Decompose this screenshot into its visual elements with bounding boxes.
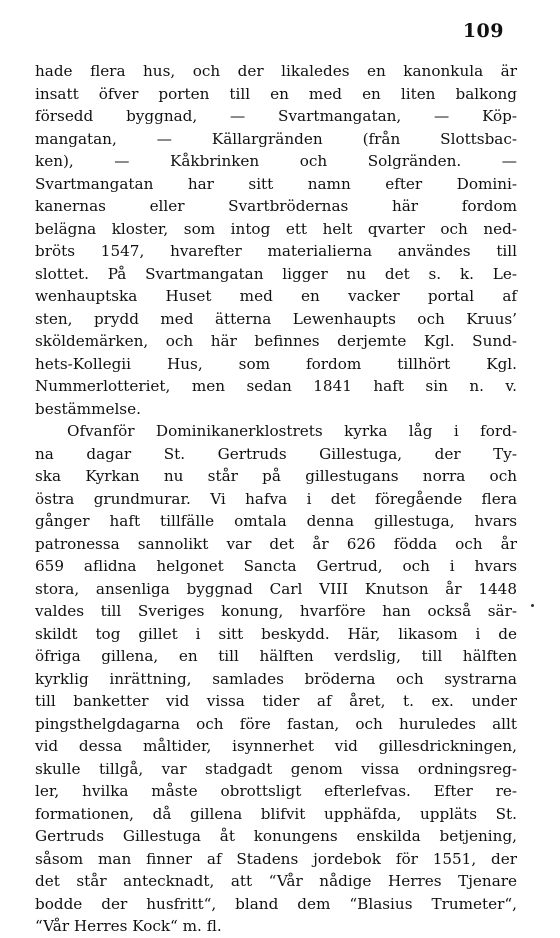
- margin-mark: [531, 604, 534, 607]
- text-line: Ofvanför Dominikanerklostrets kyrka låg i ford-: [67, 422, 517, 440]
- text-line: Gertruds Gillestuga åt konungens enskilda betjening,: [35, 827, 517, 845]
- text-line: formationen, då gillena blifvit upphäfda, uppläts St.: [35, 804, 517, 823]
- text-line: Svartmangatan har sitt namn efter Domini-: [35, 174, 517, 193]
- text-line: slottet. På Svartmangatan ligger nu det s. k. Le-: [35, 264, 517, 283]
- text-line: valdes till Sveriges konung, hvarföre han också sär-: [35, 602, 517, 620]
- text-line: kyrklig inrättning, samlades bröderna och systrarna: [35, 669, 517, 688]
- text-line: wenhauptska Huset med en vacker portal af: [35, 287, 517, 305]
- text-line: ska Kyrkan nu står på gillestugans norra och: [35, 467, 517, 485]
- text-line: “Vår Herres Kock“ m. fl.: [35, 917, 222, 935]
- text-line: hade flera hus, och der likaledes en kanonkula är: [35, 62, 517, 80]
- text-line: gånger haft tillfälle omtala denna gillestuga, hvars: [35, 512, 517, 530]
- text-line: såsom man finner af Stadens jordebok för 1551, der: [35, 849, 517, 868]
- text-line: Nummerlotteriet, men sedan 1841 haft sin n. v.: [35, 377, 517, 395]
- text-line: sköldemärken, och här befinnes derjemte Kgl. Sund-: [35, 332, 517, 350]
- text-line: insatt öfver porten till en med en liten balkong: [35, 84, 517, 103]
- text-line: det står antecknadt, att “Vår nådige Herres Tjenare: [35, 872, 517, 890]
- page-text: [35, 60, 517, 938]
- text-line: mangatan, — Källargränden (från Slottsbac-: [35, 129, 517, 148]
- text-line: bröts 1547, hvarefter materialierna användes till: [35, 242, 517, 260]
- text-line: belägna kloster, som intog ett helt qvarter och ned-: [35, 219, 517, 238]
- text-line: na dagar St. Gertruds Gillestuga, der Ty-: [35, 444, 517, 463]
- text-line: hets-Kollegii Hus, som fordom tillhört Kgl.: [35, 354, 517, 373]
- text-line: sten, prydd med ätterna Lewenhaupts och Kruus’: [35, 309, 517, 328]
- page-number: 109: [462, 20, 504, 42]
- text-line: patronessa sannolikt var det år 626 födda och år: [35, 534, 517, 553]
- text-line: bestämmelse.: [35, 399, 141, 418]
- text-line: 659 aflidna helgonet Sancta Gertrud, och i hvars: [35, 557, 517, 575]
- text-line: vid dessa måltider, isynnerhet vid gillesdrickningen,: [35, 737, 517, 755]
- text-line: ken), — Kåkbrinken och Solgränden. —: [35, 152, 517, 170]
- text-line: försedd byggnad, — Svartmangatan, — Köp-: [35, 107, 517, 125]
- text-line: till banketter vid vissa tider af året, t. ex. under: [35, 692, 517, 710]
- text-line: stora, ansenliga byggnad Carl VIII Knutson år 1448: [35, 579, 517, 598]
- text-line: skulle tillgå, var stadgadt genom vissa ordningsreg-: [35, 759, 517, 778]
- text-line: bodde der husfritt“, bland dem “Blasius Trumeter“,: [35, 894, 517, 913]
- text-line: kanernas eller Svartbrödernas här fordom: [35, 197, 517, 215]
- text-line: skildt tog gillet i sitt beskydd. Här, likasom i de: [35, 624, 517, 643]
- text-line: pingsthelgdagarna och före fastan, och huruledes allt: [35, 714, 517, 733]
- text-line: ler, hvilka måste obrottsligt efterlefvas. Efter re-: [35, 782, 517, 800]
- text-line: östra grundmurar. Vi hafva i det föregående flera: [35, 489, 517, 508]
- text-line: öfriga gillena, en till hälften verdslig, till hälften: [35, 647, 517, 665]
